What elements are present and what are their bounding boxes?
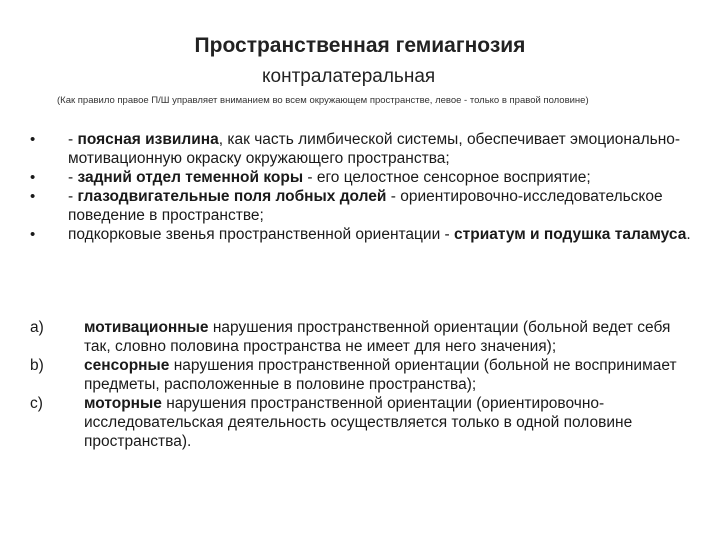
bullet-text: - ориентировочно-исследовательское поведение в пространстве; <box>68 188 663 224</box>
slide-note: (Как правило правое П/Ш управляет вниманием во всем окружающем пространстве, левое - только в правой половине) <box>57 95 589 106</box>
bullet-prefix: - <box>68 131 78 148</box>
bullet-text: - его целостное сенсорное восприятие; <box>303 169 591 186</box>
bullet-bold: задний отдел теменной коры <box>77 169 304 186</box>
bullet-bold: поясная извилина <box>77 131 219 148</box>
item-letter: a) <box>30 319 44 336</box>
bullet-bold: глазодвигательные поля лобных долей <box>77 188 387 205</box>
item-bold: сенсорные <box>84 357 170 374</box>
bullet-text: подкорковые звенья пространственной ориентации - <box>68 226 455 243</box>
bullet-icon: • <box>30 188 36 205</box>
item-bold: моторные <box>84 395 162 412</box>
bullet-text-end: . <box>686 226 691 243</box>
lettered-item <box>30 356 700 394</box>
slide-title: Пространственная гемиагнозия <box>194 34 526 57</box>
lettered-list <box>30 318 700 451</box>
lettered-item <box>30 318 700 356</box>
item-letter: b) <box>30 357 44 374</box>
bullet-text: , как часть лимбической системы, обеспечивает эмоционально-мотивационную окраску окружающего пространства; <box>68 131 681 167</box>
item-text: нарушения пространственной ориентации (больной ведет себя так, словно половина пространства не имеет для него значения); <box>84 319 671 355</box>
bullet-prefix: - <box>68 188 78 205</box>
item-bold: мотивационные <box>84 319 209 336</box>
slide-subtitle: контралатеральная <box>262 66 436 87</box>
item-text: нарушения пространственной ориентации (больной не воспринимает предметы, расположенные в половине пространства); <box>84 357 677 393</box>
bullet-item <box>30 130 700 168</box>
bullet-item <box>30 225 700 244</box>
bullet-item <box>30 168 700 187</box>
item-text: нарушения пространственной ориентации (ориентировочно-исследовательская деятельность осуществляется только в одной половине пространства). <box>84 395 633 450</box>
bullet-list <box>30 130 700 244</box>
bullet-icon: • <box>30 169 36 186</box>
bullet-icon: • <box>30 131 36 148</box>
bullet-icon: • <box>30 226 36 243</box>
item-letter: c) <box>30 395 43 412</box>
lettered-item <box>30 394 700 451</box>
bullet-bold: стриатум и подушка таламуса <box>454 226 687 243</box>
bullet-item <box>30 187 700 225</box>
bullet-prefix: - <box>68 169 78 186</box>
